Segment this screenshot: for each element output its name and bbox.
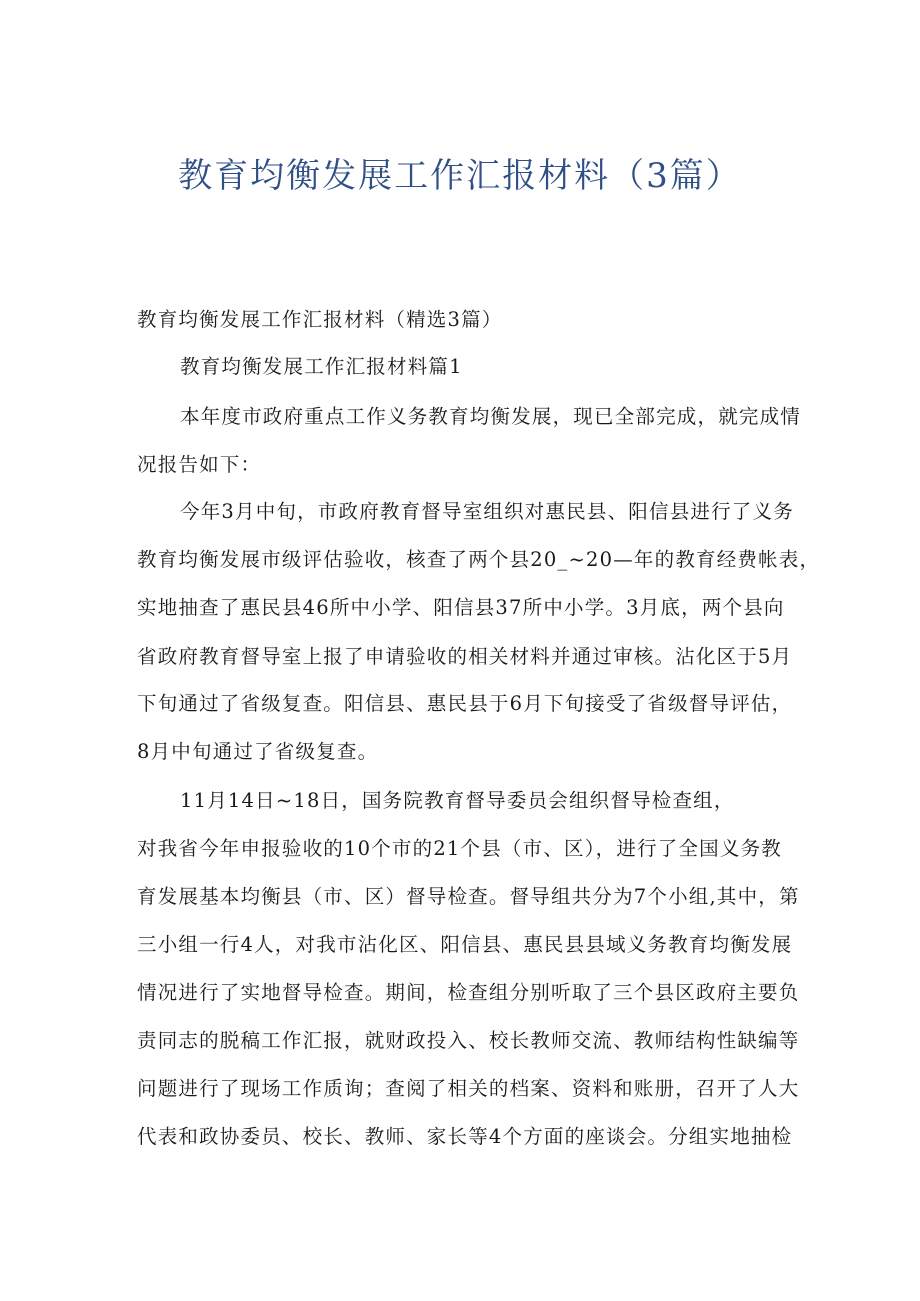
paragraph-line: 今年3月中旬，市政府教育督导室组织对惠民县、阳信县进行了义务 <box>180 500 794 523</box>
paragraph-line: 8月中旬通过了省级复查。 <box>137 740 379 763</box>
paragraph-line: 教育均衡发展市级评估验收，核查了两个县20_~20—年的教育经费帐表， <box>137 548 821 571</box>
paragraph-line: 省政府教育督导室上报了申请验收的相关材料并通过审核。沾化区于5月 <box>137 645 793 668</box>
paragraph-line: 对我省今年申报验收的10个市的21个县（市、区），进行了全国义务教 <box>137 837 782 860</box>
paragraph-line: 问题进行了现场工作质询；查阅了相关的档案、资料和账册，召开了人大 <box>137 1077 800 1100</box>
document-subtitle: 教育均衡发展工作汇报材料（精选3篇） <box>137 308 503 331</box>
paragraph-line: 代表和政协委员、校长、教师、家长等4个方面的座谈会。分组实地抽检 <box>137 1125 793 1148</box>
document-title: 教育均衡发展工作汇报材料（3篇） <box>178 156 742 196</box>
paragraph-line: 本年度市政府重点工作义务教育均衡发展，现已全部完成，就完成情 <box>180 405 802 428</box>
paragraph-line: 实地抽查了惠民县46所中小学、阳信县37所中小学。3月底，两个县向 <box>137 596 785 619</box>
paragraph-line: 三小组一行4人，对我市沾化区、阳信县、惠民县县域义务教育均衡发展 <box>137 933 793 956</box>
paragraph-line: 11月14日~18日，国务院教育督导委员会组织督导检查组， <box>180 789 735 812</box>
paragraph-line: 下旬通过了省级复查。阳信县、惠民县于6月下旬接受了省级督导评估， <box>137 692 793 715</box>
paragraph-line: 育发展基本均衡县（市、区）督导检查。督导组共分为7个小组,其中，第 <box>137 885 800 908</box>
paragraph-line: 情况进行了实地督导检查。期间，检查组分别听取了三个县区政府主要负 <box>137 981 800 1004</box>
paragraph-line: 责同志的脱稿工作汇报，就财政投入、校长教师交流、教师结构性缺编等 <box>137 1029 800 1052</box>
section-heading: 教育均衡发展工作汇报材料篇1 <box>180 355 463 378</box>
paragraph-line: 况报告如下： <box>137 453 262 476</box>
